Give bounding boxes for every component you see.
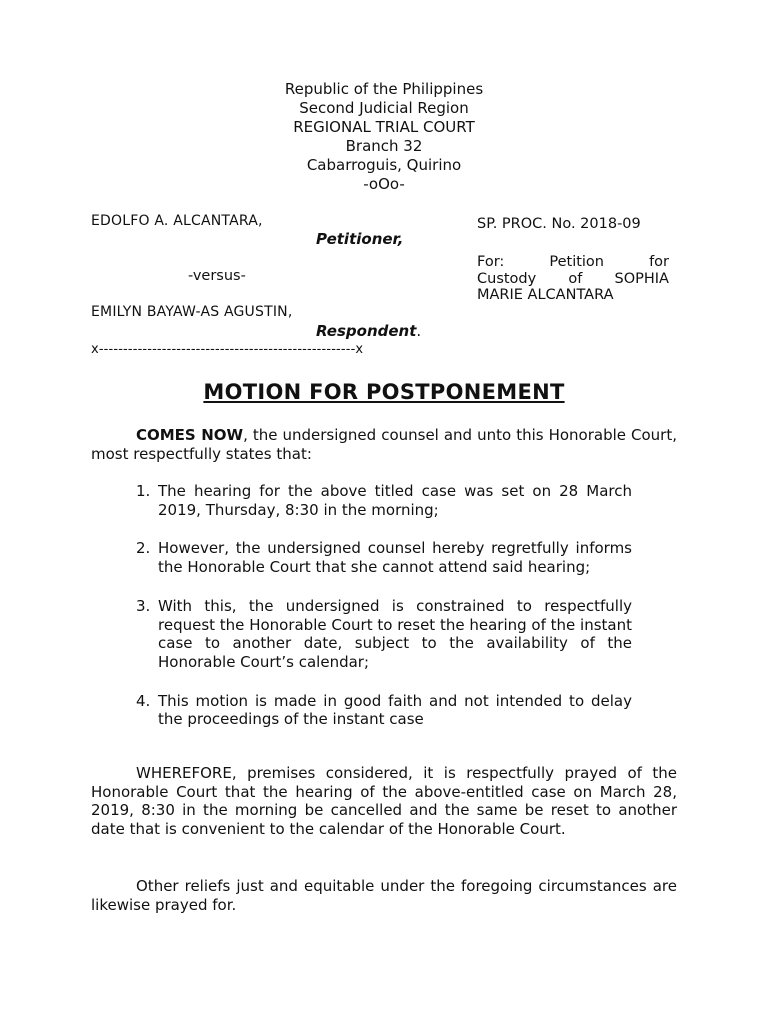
- versus-label: -versus-: [188, 268, 246, 284]
- petitioner-name: EDOLFO A. ALCANTARA,: [91, 213, 263, 229]
- case-number: SP. PROC. No. 2018-09: [477, 216, 641, 232]
- list-item-text: However, the undersigned counsel hereby regretfully informs the Honorable Court that she cannot attend said hearing;: [158, 539, 632, 577]
- list-item-text: With this, the undersigned is constrained to respectfully request the Honorable Court to reset the hearing of the instant case to another date, subject to the availability of the Honorable Court’s calendar;: [158, 596, 632, 671]
- respondent-role-line: [316, 322, 421, 340]
- case-nature-line-2: [477, 271, 669, 287]
- case-nature: [477, 254, 669, 303]
- case-nature-line-3: MARIE ALCANTARA: [477, 287, 614, 303]
- header-location: Cabarroguis, Quirino: [306, 156, 462, 174]
- header-court: REGIONAL TRIAL COURT: [293, 118, 475, 136]
- header-region: Second Judicial Region: [299, 99, 469, 117]
- case-nature-word: Petition: [549, 254, 604, 270]
- list-item-number: 2.: [136, 539, 151, 558]
- intro-text: , the undersigned counsel and unto this Honorable Court, most respectfully states that:: [91, 426, 677, 463]
- list-item-text: This motion is made in good faith and not intended to delay the proceedings of the instant case: [158, 691, 632, 729]
- court-header: [0, 80, 768, 194]
- respondent-name: EMILYN BAYAW-AS AGUSTIN,: [91, 304, 293, 320]
- list-item: [136, 482, 632, 519]
- list-item: [136, 539, 632, 576]
- wherefore-paragraph: [91, 764, 677, 839]
- list-item-text: The hearing for the above titled case was set on 28 March 2019, Thursday, 8:30 in the morning;: [158, 482, 632, 519]
- list-item-number: 4.: [136, 691, 151, 710]
- header-republic: Republic of the Philippines: [284, 80, 484, 98]
- case-nature-word: of: [568, 271, 583, 287]
- case-nature-word: For:: [477, 254, 505, 270]
- case-nature-word: Custody: [477, 271, 537, 287]
- header-ornament: -oOo-: [363, 175, 405, 193]
- case-nature-word: for: [649, 254, 669, 270]
- list-item-number: 1.: [136, 482, 151, 500]
- case-nature-line-1: [477, 254, 669, 270]
- intro-lead: COMES NOW: [136, 426, 244, 444]
- case-nature-word: SOPHIA: [614, 271, 669, 287]
- respondent-period: .: [416, 322, 422, 340]
- list-item-number: 3.: [136, 596, 151, 615]
- numbered-list: [136, 482, 632, 729]
- wherefore-text: WHEREFORE, premises considered, it is respectfully prayed of the Honorable Court that the hearing of the above-entitled case on March 28, 2019, 8:30 in the morning be cancelled and the same be reset to another date that is convenient to the calendar of the Honorable Court.: [91, 764, 677, 839]
- petitioner-role: Petitioner,: [316, 230, 404, 248]
- list-item: [136, 692, 632, 729]
- caption-separator: x-----------------------------------------------------x: [91, 342, 364, 357]
- other-reliefs-paragraph: [91, 877, 677, 914]
- respondent-role: Respondent: [316, 322, 417, 340]
- other-reliefs-text: Other reliefs just and equitable under the foregoing circumstances are likewise prayed for.: [91, 877, 677, 914]
- intro-paragraph: [91, 426, 677, 463]
- list-item: [136, 597, 632, 672]
- header-branch: Branch 32: [345, 137, 423, 155]
- document-title: MOTION FOR POSTPONEMENT: [203, 380, 565, 404]
